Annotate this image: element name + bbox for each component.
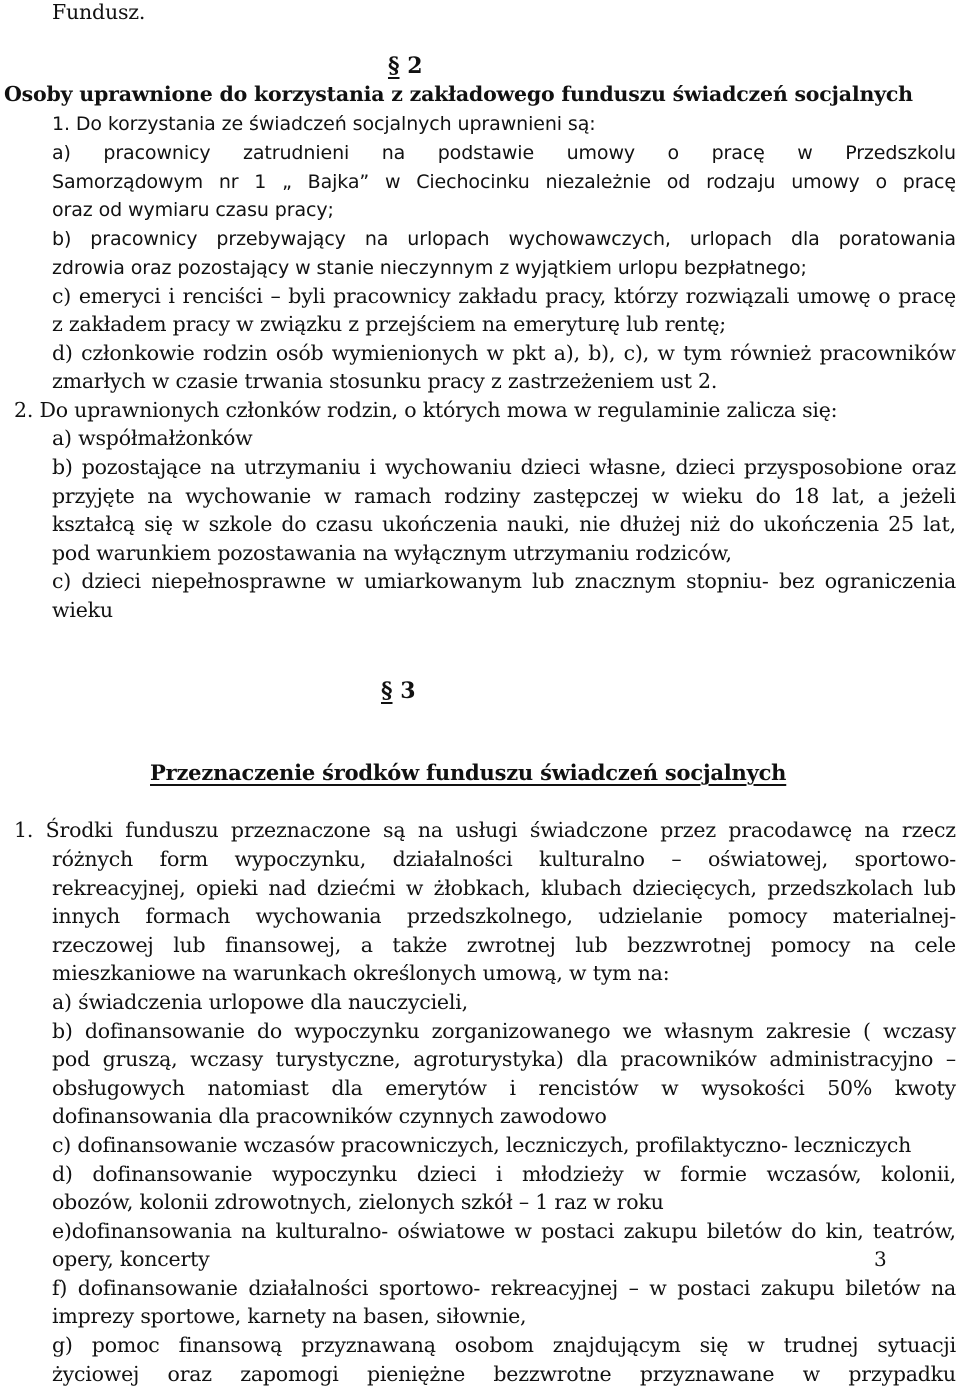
section2-line (52, 225, 956, 253)
word: rzecz (901, 818, 956, 842)
word: formach (145, 904, 231, 928)
word: zastępczej (533, 484, 639, 508)
word: zakładu (458, 284, 538, 308)
word: w (747, 1333, 765, 1357)
word: pkt (512, 341, 546, 365)
word: formie (680, 1162, 747, 1186)
word: b) (52, 228, 72, 250)
word: przebywający (216, 228, 346, 250)
word: są (383, 818, 406, 842)
word: lub (173, 933, 206, 957)
section3-line: c) dofinansowanie wczasów pracowniczych, leczniczych, profilaktyczno- leczniczych (52, 1133, 912, 1157)
word: lub (532, 569, 565, 593)
word: zakupu (760, 1276, 835, 1300)
word: obsługowych (52, 1076, 185, 1100)
word: form (159, 847, 208, 871)
word: postaci (541, 1219, 615, 1243)
word: dla (331, 1076, 363, 1100)
word: dzieci (81, 569, 141, 593)
section2-line (52, 482, 956, 510)
word: także (392, 933, 448, 957)
word: tym (683, 341, 722, 365)
word: usługi (455, 818, 518, 842)
word: sportowo- (378, 1276, 481, 1300)
word: funduszu (125, 818, 219, 842)
word: klubach (541, 876, 622, 900)
word: dłużej (619, 512, 681, 536)
word: a) (52, 142, 71, 164)
word: cele (914, 933, 956, 957)
word: kolonii, (881, 1162, 956, 1186)
section-3-symbol: § (381, 678, 393, 704)
word: w (802, 1362, 820, 1386)
word: rodziny (444, 484, 521, 508)
word: ograniczenia (824, 569, 956, 593)
word: pomocy (771, 933, 851, 957)
word: różnych (52, 847, 134, 871)
word: ukończenia (382, 512, 498, 536)
word: oraz (167, 1362, 212, 1386)
word: 18 (793, 484, 820, 508)
section3-line (52, 1045, 956, 1073)
word: agroturystyka) (413, 1047, 564, 1071)
word: umowy (566, 142, 636, 164)
word: kształcą (52, 512, 135, 536)
word: do (256, 1019, 283, 1043)
word: umowy (791, 171, 860, 193)
word: na (241, 1219, 267, 1243)
word: kwoty (894, 1076, 956, 1100)
word: kulturalno (539, 847, 645, 871)
word: zatrudnieni (243, 142, 350, 164)
word: w (486, 341, 504, 365)
word: pracownicy (103, 142, 211, 164)
section-2-marker (388, 52, 423, 80)
section2-line (52, 168, 956, 196)
word: – (270, 284, 281, 308)
word: pracownicy (333, 284, 451, 308)
word: wypoczynku (271, 1162, 398, 1186)
word: niezależnie (545, 171, 651, 193)
word: świadczone (529, 818, 648, 842)
section3-line (52, 1331, 956, 1359)
section2-line (52, 139, 956, 167)
section2-line: wieku (52, 598, 113, 622)
word: pracowników (819, 341, 956, 365)
word: dofinansowanie (77, 1276, 238, 1300)
section3-line (52, 931, 956, 959)
word: poratowania (838, 228, 956, 250)
word: wysokości (701, 1076, 805, 1100)
section-3-number: 3 (400, 678, 416, 704)
word: przez (660, 818, 716, 842)
section3-line (52, 902, 956, 930)
word: nad (268, 876, 307, 900)
word: b), (588, 341, 616, 365)
word: postaci (677, 1276, 751, 1300)
word: lat, (923, 512, 956, 536)
word: o (878, 284, 891, 308)
word: d) (52, 341, 73, 365)
word: dzieci (416, 1162, 477, 1186)
section2-line (52, 282, 956, 310)
word: w (182, 512, 200, 536)
word: życiowej (52, 1362, 140, 1386)
word: i (369, 455, 376, 479)
word: pracę (898, 284, 956, 308)
word: biletów (706, 1219, 782, 1243)
word: w (384, 171, 401, 193)
word: wczasów, (766, 1162, 862, 1186)
word: renciści (182, 284, 263, 308)
word: gruszą, (102, 1047, 178, 1071)
word: jeżeli (902, 484, 956, 508)
section-2-title: Osoby uprawnione do korzystania z zakładowego funduszu świadczeń socjalnych (4, 82, 913, 106)
word: wymienionych (331, 341, 479, 365)
section3-line (52, 1074, 956, 1102)
word: wczasy (882, 1019, 956, 1043)
section3-line: obozów, kolonii zdrowotnych, zielonych szkół – 1 raz w roku (52, 1190, 664, 1214)
section3-line (52, 1017, 956, 1045)
word: rencistów (538, 1076, 639, 1100)
word: pracy, (545, 284, 607, 308)
section3-line: opery, koncerty (52, 1247, 210, 1271)
section3-line (52, 874, 956, 902)
page-number: 3 (874, 1247, 887, 1271)
word: Ciechocinku (416, 171, 530, 193)
word: w (649, 1276, 667, 1300)
fragment-top-text: Fundusz. (52, 0, 146, 24)
word: przyjęte (52, 484, 135, 508)
word: oświatowe (397, 1219, 506, 1243)
word: oraz (911, 455, 956, 479)
word: kulturalno- (275, 1219, 389, 1243)
word: c) (52, 569, 72, 593)
word: przedszkolach (767, 876, 914, 900)
word: na (210, 455, 236, 479)
word: na (930, 1276, 956, 1300)
word: nie (579, 512, 611, 536)
word: Samorządowym (52, 171, 204, 193)
word: pieniężne (366, 1362, 466, 1386)
word: żłobkach, (433, 876, 531, 900)
word: osób (275, 341, 324, 365)
word: dofinansowanie (84, 1019, 245, 1043)
word: pracowników (620, 1047, 757, 1071)
word: na (864, 818, 890, 842)
word: lat, (832, 484, 865, 508)
word: pomocy (728, 904, 808, 928)
word: emerytów (385, 1076, 487, 1100)
word: w (336, 569, 354, 593)
word: 25 (888, 512, 914, 536)
word: własnym (663, 1019, 754, 1043)
word: przeznaczone (230, 818, 371, 842)
word: się (144, 512, 173, 536)
word: się (699, 1333, 729, 1357)
word: zapomogi (240, 1362, 339, 1386)
word: finansową (178, 1333, 283, 1357)
word: zorganizowanego (431, 1019, 611, 1043)
section2-line: 1. Do korzystania ze świadczeń socjalnych uprawnieni są: (52, 113, 596, 135)
word: oświatowej, (707, 847, 829, 871)
word: we (622, 1019, 652, 1043)
word: rozwiązali (685, 284, 790, 308)
word: również (730, 341, 812, 365)
word: natomiast (207, 1076, 309, 1100)
word: znajdującym (552, 1333, 681, 1357)
word: którzy (613, 284, 678, 308)
word: w (643, 1162, 661, 1186)
word: przysposobione (743, 455, 903, 479)
word: opieki (195, 876, 258, 900)
section2-line: zdrowia oraz pozostający w stanie nieczynnym z wyjątkiem urlopu bezpłatnego; (52, 257, 807, 279)
word: własne, (589, 455, 667, 479)
word: b) (52, 1019, 73, 1043)
word: c), (623, 341, 650, 365)
word: rodzin (202, 341, 268, 365)
section2-line (52, 510, 956, 538)
section2-line: oraz od wymiaru czasu pracy; (52, 199, 334, 221)
section3-line (52, 1274, 956, 1302)
word: o (875, 171, 887, 193)
section2-line (52, 567, 956, 595)
word: Bajka” (307, 171, 370, 193)
word: o (667, 142, 680, 164)
word: od (666, 171, 691, 193)
word: rekreacyjnej (490, 1276, 618, 1300)
word: wychowanie (185, 484, 312, 508)
section3-line: a) świadczenia urlopowe dla nauczycieli, (52, 990, 468, 1014)
word: do (729, 512, 755, 536)
word: zakupu (623, 1219, 698, 1243)
word: sytuacji (877, 1333, 956, 1357)
word: lub (923, 876, 956, 900)
word: działalności (248, 1276, 369, 1300)
word: d) (52, 1162, 73, 1186)
word: emeryci (78, 284, 161, 308)
word: dzieci (520, 455, 581, 479)
word: dziecięcych, (632, 876, 757, 900)
word: czasu (315, 512, 373, 536)
word: młodzieży (521, 1162, 624, 1186)
word: 1 (254, 171, 267, 193)
word: urlopach (407, 228, 490, 250)
word: pracę (711, 142, 765, 164)
word: stopniu- (686, 569, 769, 593)
word: i (509, 1076, 516, 1100)
word: w (661, 1076, 679, 1100)
word: dla (790, 228, 820, 250)
word: i (168, 284, 175, 308)
word: bezzwrotnej (627, 933, 752, 957)
word: turystyczne, (275, 1047, 401, 1071)
word: umowę (796, 284, 871, 308)
word: umiarkowanym (364, 569, 522, 593)
word: 1. (14, 818, 34, 842)
word: ramach (354, 484, 432, 508)
section3-line: mieszkaniowe na warunkach określonych umową, w tym na: (52, 961, 670, 985)
section3-line: dofinansowania dla pracowników czynnych zawodowo (52, 1104, 607, 1128)
word: niż (689, 512, 720, 536)
section2-line: z zakładem pracy w związku z przejściem na emeryturę lub rentę; (52, 312, 726, 336)
word: – (945, 1047, 956, 1071)
word: lub (575, 933, 608, 957)
word: w (797, 142, 813, 164)
word: teatrów, (872, 1219, 956, 1243)
word: – (628, 1276, 639, 1300)
word: przypadku (848, 1362, 956, 1386)
word: znacznym (574, 569, 676, 593)
word: do (755, 484, 781, 508)
word: dzieci (675, 455, 735, 479)
section2-line (52, 453, 956, 481)
word: pracodawcę (728, 818, 852, 842)
word: w (657, 341, 675, 365)
word: niepełnosprawne (151, 569, 327, 593)
word: pomoc (91, 1333, 160, 1357)
word: rekreacyjnej, (52, 876, 186, 900)
word: szkole (208, 512, 273, 536)
word: w (514, 1219, 532, 1243)
word: pod (52, 1047, 90, 1071)
word: na (147, 484, 173, 508)
word: bez (778, 569, 815, 593)
section2-line: 2. Do uprawnionych członków rodzin, o których mowa w regulaminie zalicza się: (14, 398, 838, 422)
word: wychowaniu (384, 455, 512, 479)
section3-line (52, 1360, 956, 1388)
word: nauki, (506, 512, 570, 536)
word: administracyjno (769, 1047, 934, 1071)
word: pozostające (81, 455, 202, 479)
word: Przedszkolu (845, 142, 956, 164)
word: wypoczynku (294, 1019, 420, 1043)
word: przyznawane (639, 1362, 775, 1386)
word: zwrotnej (466, 933, 556, 957)
word: innych (52, 904, 121, 928)
word: byli (288, 284, 326, 308)
word: podstawie (437, 142, 535, 164)
word: członkowie (81, 341, 195, 365)
word: finansowej, (225, 933, 342, 957)
word: c) (52, 284, 72, 308)
word: ( (863, 1019, 871, 1043)
word: a (360, 933, 373, 957)
word: wczasy (190, 1047, 264, 1071)
section3-line: imprezy sportowe, karnety na basen, siłownie, (52, 1304, 527, 1328)
word: „ (282, 171, 292, 193)
word: biletów (845, 1276, 921, 1300)
word: f) (52, 1276, 68, 1300)
word: w (323, 484, 342, 508)
word: w (405, 876, 424, 900)
word: wypoczynku, (234, 847, 367, 871)
word: do (791, 1219, 817, 1243)
word: zakresie (765, 1019, 851, 1043)
section2-line: pod warunkiem pozostawania na wyłącznym utrzymaniu rodziców, (52, 541, 732, 565)
word: a), (553, 341, 580, 365)
word: Środki (45, 818, 113, 842)
word: przedszkolnego, (406, 904, 573, 928)
word: w (651, 484, 670, 508)
section2-line: zmarłych w czasie trwania stosunku pracy z zastrzeżeniem ust 2. (52, 369, 718, 393)
word: rodzaju (706, 171, 776, 193)
word: rzeczowej (52, 933, 154, 957)
word: trudnej (783, 1333, 859, 1357)
word: g) (52, 1333, 73, 1357)
section3-line (52, 1217, 956, 1245)
word: 50% (827, 1076, 873, 1100)
word: osobom (454, 1333, 534, 1357)
section-2-symbol: § (388, 53, 400, 79)
word: udzielanie (598, 904, 703, 928)
word: dofinansowanie (92, 1162, 253, 1186)
word: na (417, 818, 443, 842)
word: dla (576, 1047, 608, 1071)
section2-line (52, 339, 956, 367)
section3-line (52, 1160, 956, 1188)
section-2-number: 2 (407, 53, 423, 79)
word: na (364, 228, 389, 250)
word: ukończenia (763, 512, 879, 536)
word: nr (218, 171, 239, 193)
word: wychowawczych, (508, 228, 671, 250)
word: na (869, 933, 895, 957)
word: utrzymaniu (244, 455, 361, 479)
word: b) (52, 455, 73, 479)
section3-line (14, 816, 956, 844)
section2-line: a) współmałżonków (52, 426, 253, 450)
word: – (671, 847, 682, 871)
word: sportowo- (854, 847, 956, 871)
word: wychowania (255, 904, 382, 928)
section-3-title: Przeznaczenie środków funduszu świadczeń socjalnych (150, 760, 787, 785)
word: przyznawaną (301, 1333, 436, 1357)
word: materialnej- (832, 904, 956, 928)
section3-line (52, 845, 956, 873)
word: pracę (902, 171, 956, 193)
word: wieku (681, 484, 743, 508)
word: urlopach (689, 228, 772, 250)
word: i (495, 1162, 503, 1186)
word: do (281, 512, 307, 536)
word: bezzwrotne (493, 1362, 612, 1386)
word: działalności (392, 847, 513, 871)
word: a (877, 484, 890, 508)
word: e)dofinansowania (52, 1219, 232, 1243)
word: kin, (825, 1219, 864, 1243)
word: na (381, 142, 406, 164)
word: pracownicy (90, 228, 198, 250)
section-3-marker (381, 677, 416, 705)
word: dziećmi (316, 876, 396, 900)
